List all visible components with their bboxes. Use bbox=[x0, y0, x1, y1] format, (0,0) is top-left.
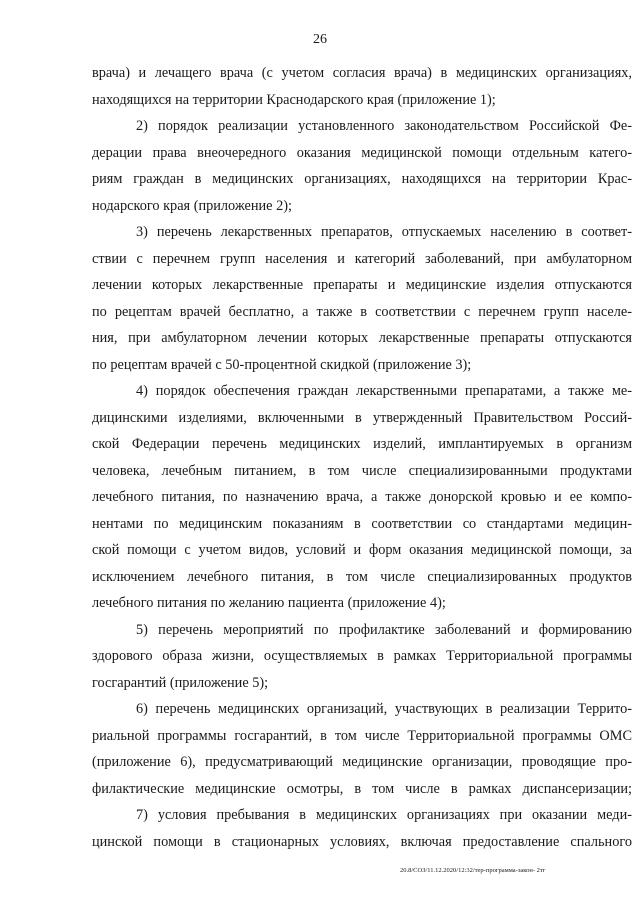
text-line: лечении которых лекарственные препараты и медицинские изделия отпускаются bbox=[92, 277, 632, 293]
footer-reference: 20.8/СОЗ/11.12.2020/12:32/тер-программа-закон- 2тг bbox=[400, 867, 546, 874]
text-line: 2) порядок реализации установленного законодательством Российской Фе- bbox=[136, 118, 632, 134]
text-line: 5) перечень мероприятий по профилактике заболеваний и формированию bbox=[136, 621, 632, 638]
text-line: филактические медицинские осмотры, в том числе в рамках диспансеризации; bbox=[92, 780, 632, 797]
text-line: риальной программы госгарантий, в том числе Территориальной программы ОМС bbox=[92, 727, 632, 744]
text-line: врача) и лечащего врача (с учетом согласия врача) в медицинских организациях, bbox=[92, 65, 632, 81]
text-line: 3) перечень лекарственных препаратов, отпускаемых населению в соответ- bbox=[136, 224, 632, 240]
text-line: 7) условия пребывания в медицинских организациях при оказании меди- bbox=[136, 807, 632, 823]
text-line: дерации права внеочередного оказания медицинской помощи отдельным катего- bbox=[92, 144, 632, 161]
text-line: нодарского края (приложение 2); bbox=[92, 197, 292, 214]
text-line: нентами по медицинским показаниям в соответствии со стандартами медицин- bbox=[92, 515, 632, 532]
text-line: человека, лечебным питанием, в том числе специализированными продуктами bbox=[92, 462, 632, 479]
text-line: дицинскими изделиями, включенными в утвержденный Правительством Россий- bbox=[92, 409, 632, 426]
text-line: (приложение 6), предусматривающий медицинские организации, проводящие про- bbox=[92, 754, 632, 770]
page-number: 26 bbox=[313, 32, 327, 47]
text-line: ской помощи с учетом видов, условий и форм оказания медицинской помощи, за bbox=[92, 542, 632, 558]
text-line: госгарантий (приложение 5); bbox=[92, 674, 269, 691]
text-line: ской Федерации перечень медицинских изделий, имплантируемых в организм bbox=[92, 436, 632, 452]
text-line: лечебного питания, по назначению врача, а также донорской кровью и ее компо- bbox=[92, 489, 632, 505]
text-line: ствии с перечнем групп населения и категорий заболеваний, при амбулаторном bbox=[92, 250, 632, 267]
text-line: 6) перечень медицинских организаций, участвующих в реализации Террито- bbox=[136, 701, 632, 717]
text-line: здорового образа жизни, осуществляемых в рамках Территориальной программы bbox=[92, 648, 632, 664]
text-line: находящихся на территории Краснодарского края (приложение 1); bbox=[92, 91, 496, 108]
text-line: цинской помощи в стационарных условиях, включая предоставление спального bbox=[92, 833, 632, 850]
document-body bbox=[92, 60, 632, 855]
text-line: по рецептам врачей с 50-процентной скидкой (приложение 3); bbox=[92, 356, 472, 373]
text-line: риям граждан в медицинских организациях, находящихся на территории Крас- bbox=[92, 171, 632, 187]
text-line: лечебного питания по желанию пациента (приложение 4); bbox=[92, 595, 446, 611]
text-line: исключением лечебного питания, в том числе специализированных продуктов bbox=[92, 568, 632, 585]
text-line: 4) порядок обеспечения граждан лекарственными препаратами, а также ме- bbox=[136, 383, 632, 399]
text-line: ния, при амбулаторном лечении которых лекарственные препараты отпускаются bbox=[92, 330, 632, 346]
text-line: по рецептам врачей бесплатно, а также в соответствии с перечнем групп населе- bbox=[92, 303, 632, 320]
